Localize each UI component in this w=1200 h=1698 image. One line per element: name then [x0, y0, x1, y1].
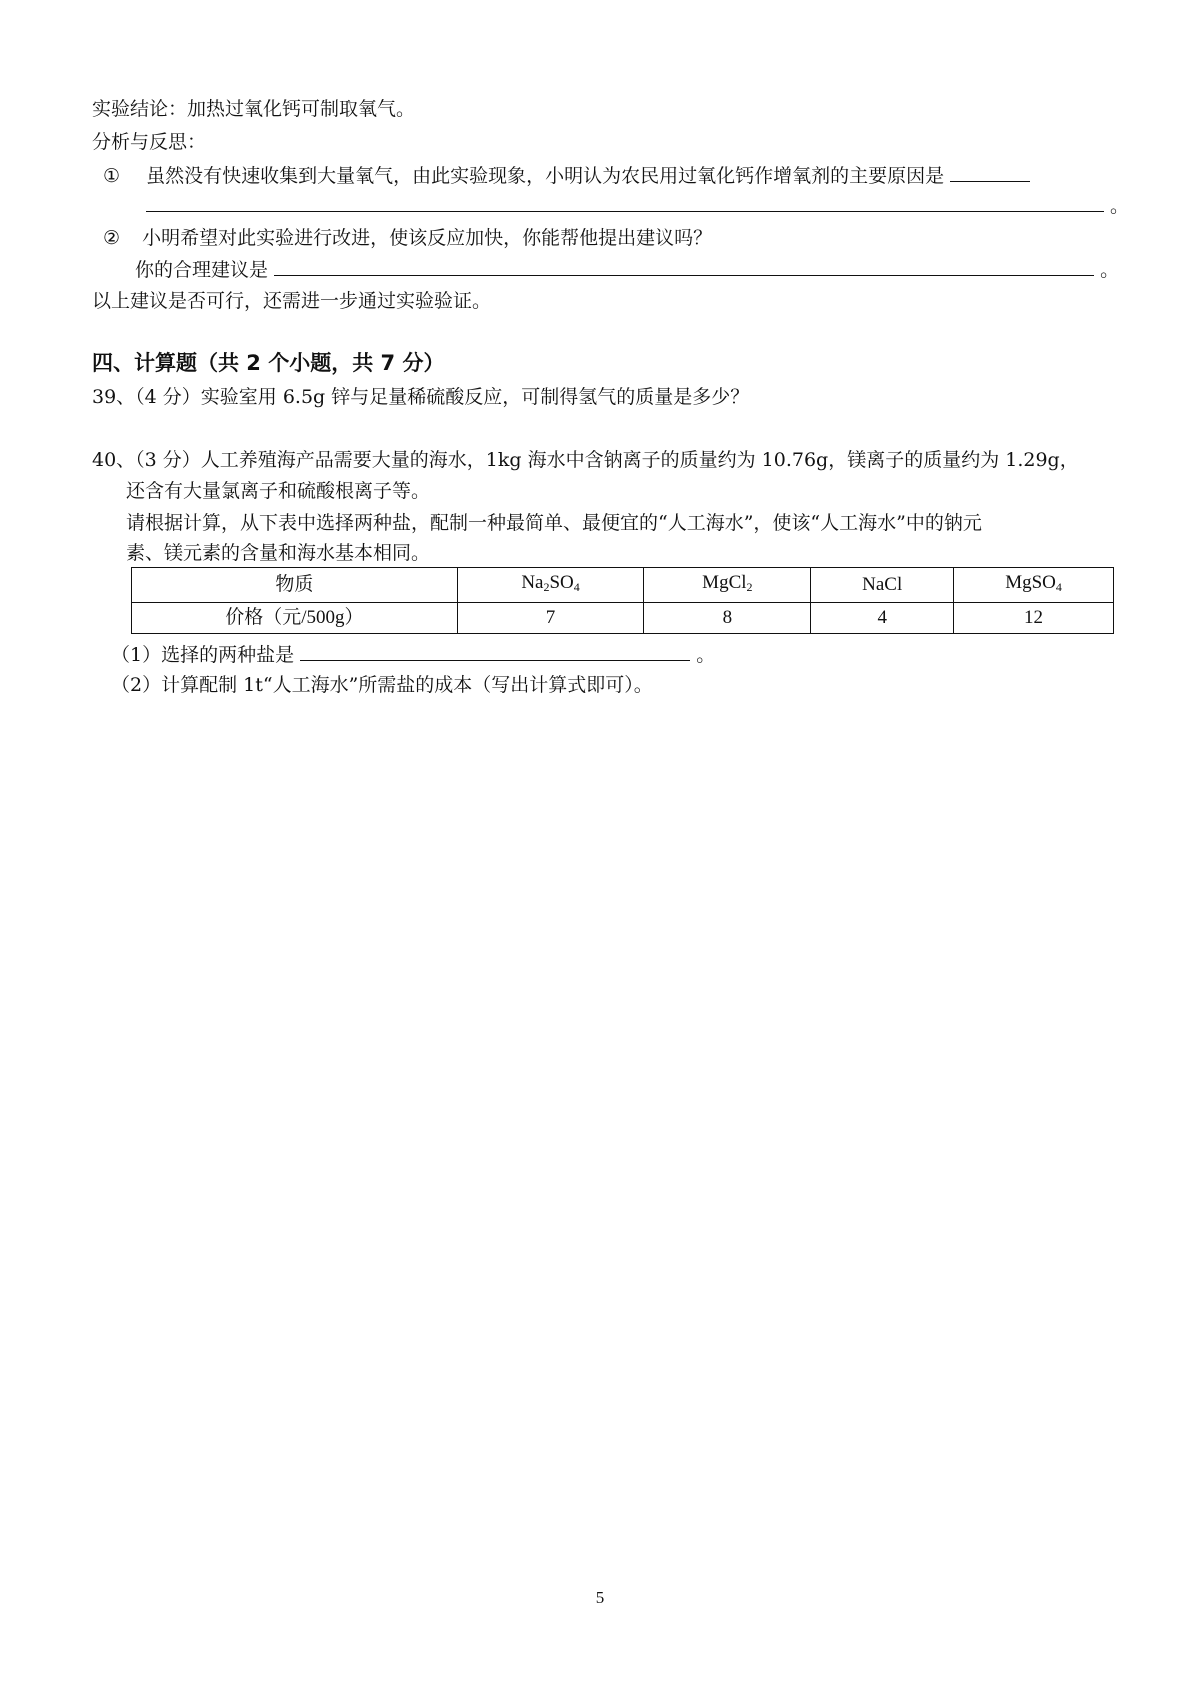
question-2-prompt-line — [135, 255, 1119, 283]
table-cell-mgcl2: MgCl$_2$ — [644, 568, 811, 603]
table-cell-na2so4: $Na_2SO_4$ — [457, 568, 644, 603]
question-1-marker: ① — [103, 165, 121, 187]
verification-note: 以上建议是否可行，还需进一步通过实验验证。 — [92, 290, 492, 312]
question-40-line-1: 40、（3 分）人工养殖海产品需要大量的海水，1kg 海水中含钠离子的质量约为 10.76g，镁离子的质量约为 1.29g， — [92, 449, 1079, 471]
question-2 — [103, 225, 712, 251]
question-39: 39、（4 分）实验室用 6.5g 锌与足量稀硫酸反应，可制得氢气的质量是多少？ — [92, 386, 750, 408]
table-header-price: 价格（元/500g） — [132, 603, 458, 634]
question-2-prompt: 你的合理建议是 — [135, 259, 269, 281]
table-header-substance: 物质 — [132, 568, 458, 603]
table-price-mgcl2: 8 — [644, 603, 811, 634]
sub-question-1-label: （1）选择的两种盐是 — [111, 644, 295, 666]
question-2-text: 小明希望对此实验进行改进，使该反应加快，你能帮他提出建议吗？ — [142, 227, 713, 249]
section-4-heading: 四、计算题（共 2 个小题，共 7 分） — [92, 351, 445, 375]
table-price-mgso4: 12 — [954, 603, 1114, 634]
sub-question-2: （2）计算配制 1t“人工海水”所需盐的成本（写出计算式即可）。 — [111, 674, 653, 696]
question-40-line-3: 请根据计算，从下表中选择两种盐，配制一种最简单、最便宜的“人工海水”，使该“人工海水”中的钠元 — [126, 512, 982, 534]
table-row-price — [132, 603, 1114, 634]
answer-blank-1b[interactable] — [146, 191, 1104, 212]
table-row-substance — [132, 568, 1114, 603]
answer-blank-2[interactable] — [274, 255, 1094, 276]
table-cell-mgso4: MgSO$_4$ — [954, 568, 1114, 603]
salt-price-table — [131, 567, 1114, 634]
table-price-na2so4: 7 — [457, 603, 644, 634]
conclusion-text: 实验结论：加热过氧化钙可制取氧气。 — [92, 98, 416, 120]
question-40-line-4: 素、镁元素的含量和海水基本相同。 — [126, 542, 431, 564]
analysis-title: 分析与反思： — [92, 131, 207, 153]
table-cell-nacl: NaCl — [811, 568, 954, 603]
page-number: 5 — [595, 1588, 605, 1607]
question-1-period: 。 — [1110, 195, 1130, 217]
table-price-nacl: 4 — [811, 603, 954, 634]
question-1-text: 虽然没有快速收集到大量氧气，由此实验现象，小明认为农民用过氧化钙作增氧剂的主要原因是 — [146, 165, 945, 187]
question-2-period: 。 — [1100, 259, 1120, 281]
answer-blank-salts[interactable] — [300, 640, 690, 661]
question-2-marker: ② — [103, 227, 121, 249]
question-40-line-2: 还含有大量氯离子和硫酸根离子等。 — [126, 480, 431, 502]
question-1 — [103, 161, 1030, 189]
answer-blank-1a[interactable] — [950, 161, 1030, 182]
sub-question-1 — [111, 640, 715, 668]
question-1-continuation — [146, 191, 1129, 219]
sub-question-1-period: 。 — [696, 644, 716, 666]
